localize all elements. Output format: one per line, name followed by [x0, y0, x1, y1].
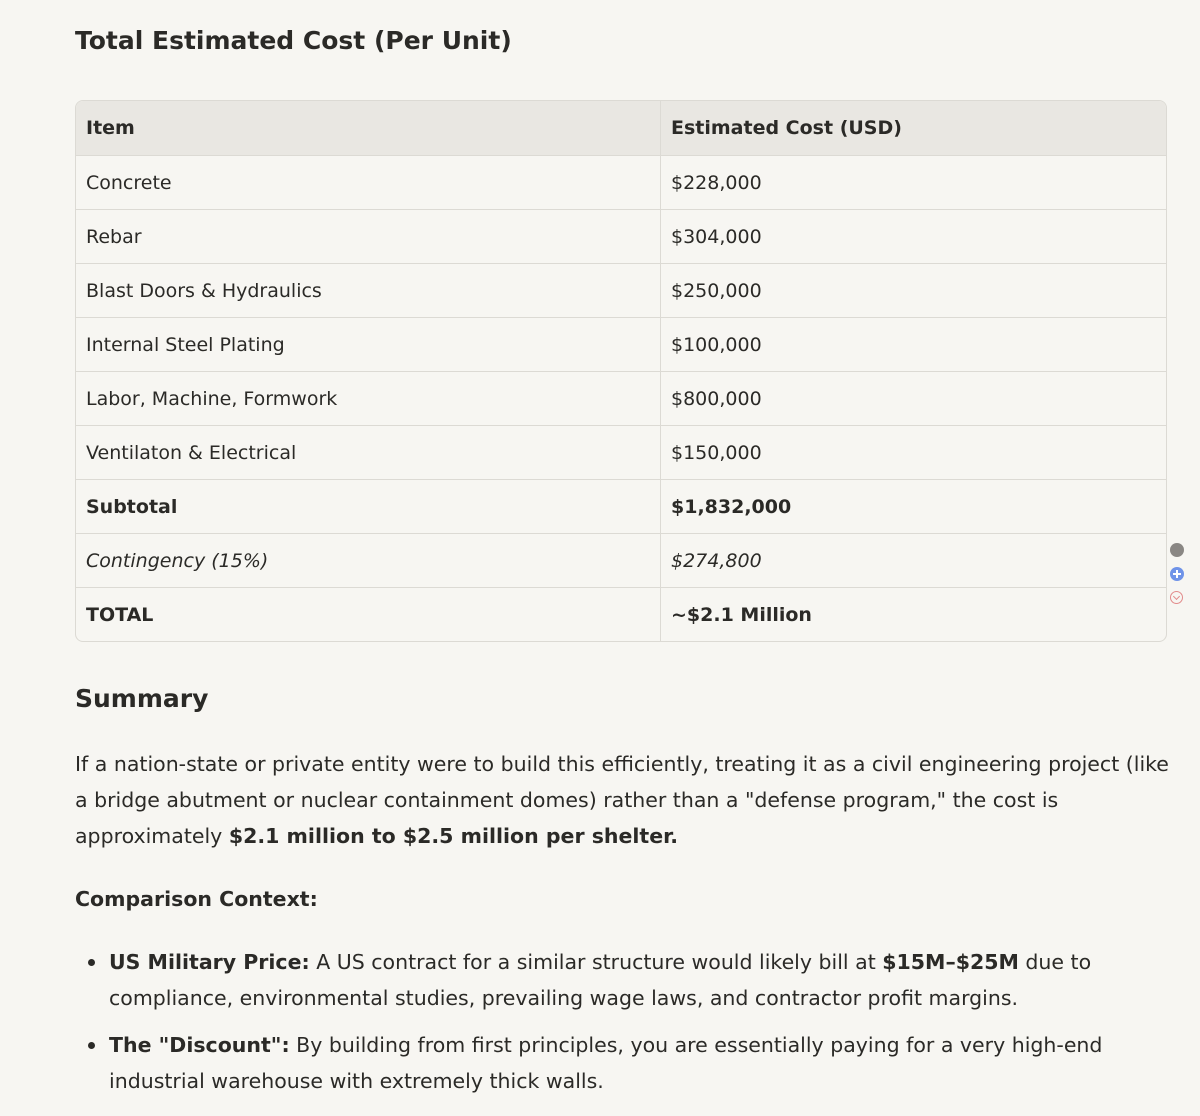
row-cost: $100,000: [661, 318, 1167, 372]
section-title: Total Estimated Cost (Per Unit): [75, 26, 512, 55]
row-item: Concrete: [76, 156, 661, 210]
table-row: [76, 426, 1166, 480]
row-cost: $150,000: [661, 426, 1167, 480]
total-label: TOTAL: [76, 588, 661, 642]
collapse-icon[interactable]: [1170, 591, 1183, 604]
summary-highlight: $2.1 million to $2.5 million per shelter.: [228, 824, 679, 848]
header-cost: Estimated Cost (USD): [661, 101, 1167, 156]
comparison-list: [75, 944, 1170, 1110]
cost-table-container: [75, 100, 1167, 642]
row-item: Rebar: [76, 210, 661, 264]
bullet-text: By building from first principles, you are essentially paying for a very high-end industrial warehouse with extremely thick walls.: [109, 1033, 1103, 1093]
subtotal-value: $1,832,000: [661, 480, 1167, 534]
bullet-text: A US contract for a similar structure would likely bill at: [309, 950, 883, 974]
bullet-label: US Military Price:: [109, 950, 310, 974]
list-item: [75, 944, 1170, 1016]
add-icon[interactable]: [1170, 567, 1184, 581]
summary-heading: Summary: [75, 684, 209, 713]
total-row: [76, 588, 1166, 642]
avatar-icon[interactable]: [1170, 543, 1184, 557]
row-item: Blast Doors & Hydraulics: [76, 264, 661, 318]
cost-table: [76, 101, 1166, 641]
bullet-icon: [88, 1042, 95, 1049]
row-cost: $250,000: [661, 264, 1167, 318]
row-item: Internal Steel Plating: [76, 318, 661, 372]
comparison-heading: Comparison Context:: [75, 887, 318, 911]
table-row: [76, 318, 1166, 372]
summary-text: If a nation-state or private entity were to build this efficiently, treating it as a civil engineering project (like a bridge abutment or nuclear containment domes) rather than a "defense program," the cost is approximately: [75, 752, 1169, 848]
table-row: [76, 372, 1166, 426]
bullet-highlight: $15M–$25M: [882, 950, 1019, 974]
contingency-value: $274,800: [661, 534, 1167, 588]
subtotal-row: [76, 480, 1166, 534]
total-value: ~$2.1 Million: [671, 603, 812, 626]
header-item: Item: [76, 101, 661, 156]
row-cost: $800,000: [661, 372, 1167, 426]
row-cost: $304,000: [661, 210, 1167, 264]
subtotal-label: Subtotal: [76, 480, 661, 534]
side-toolbar: [1170, 543, 1186, 614]
contingency-label: Contingency (15%): [76, 534, 661, 588]
row-cost: $228,000: [661, 156, 1167, 210]
bullet-text-end: due to compliance, environmental studies, prevailing wage laws, and contractor profit margins.: [109, 950, 1092, 1010]
table-row: [76, 210, 1166, 264]
table-row: [76, 264, 1166, 318]
table-header-row: [76, 101, 1166, 156]
summary-paragraph: [75, 746, 1170, 854]
list-item: [75, 1027, 1170, 1099]
bullet-label: The "Discount":: [109, 1033, 290, 1057]
contingency-row: [76, 534, 1166, 588]
row-item: Ventilaton & Electrical: [76, 426, 661, 480]
table-row: [76, 156, 1166, 210]
row-item: Labor, Machine, Formwork: [76, 372, 661, 426]
bullet-icon: [88, 959, 95, 966]
